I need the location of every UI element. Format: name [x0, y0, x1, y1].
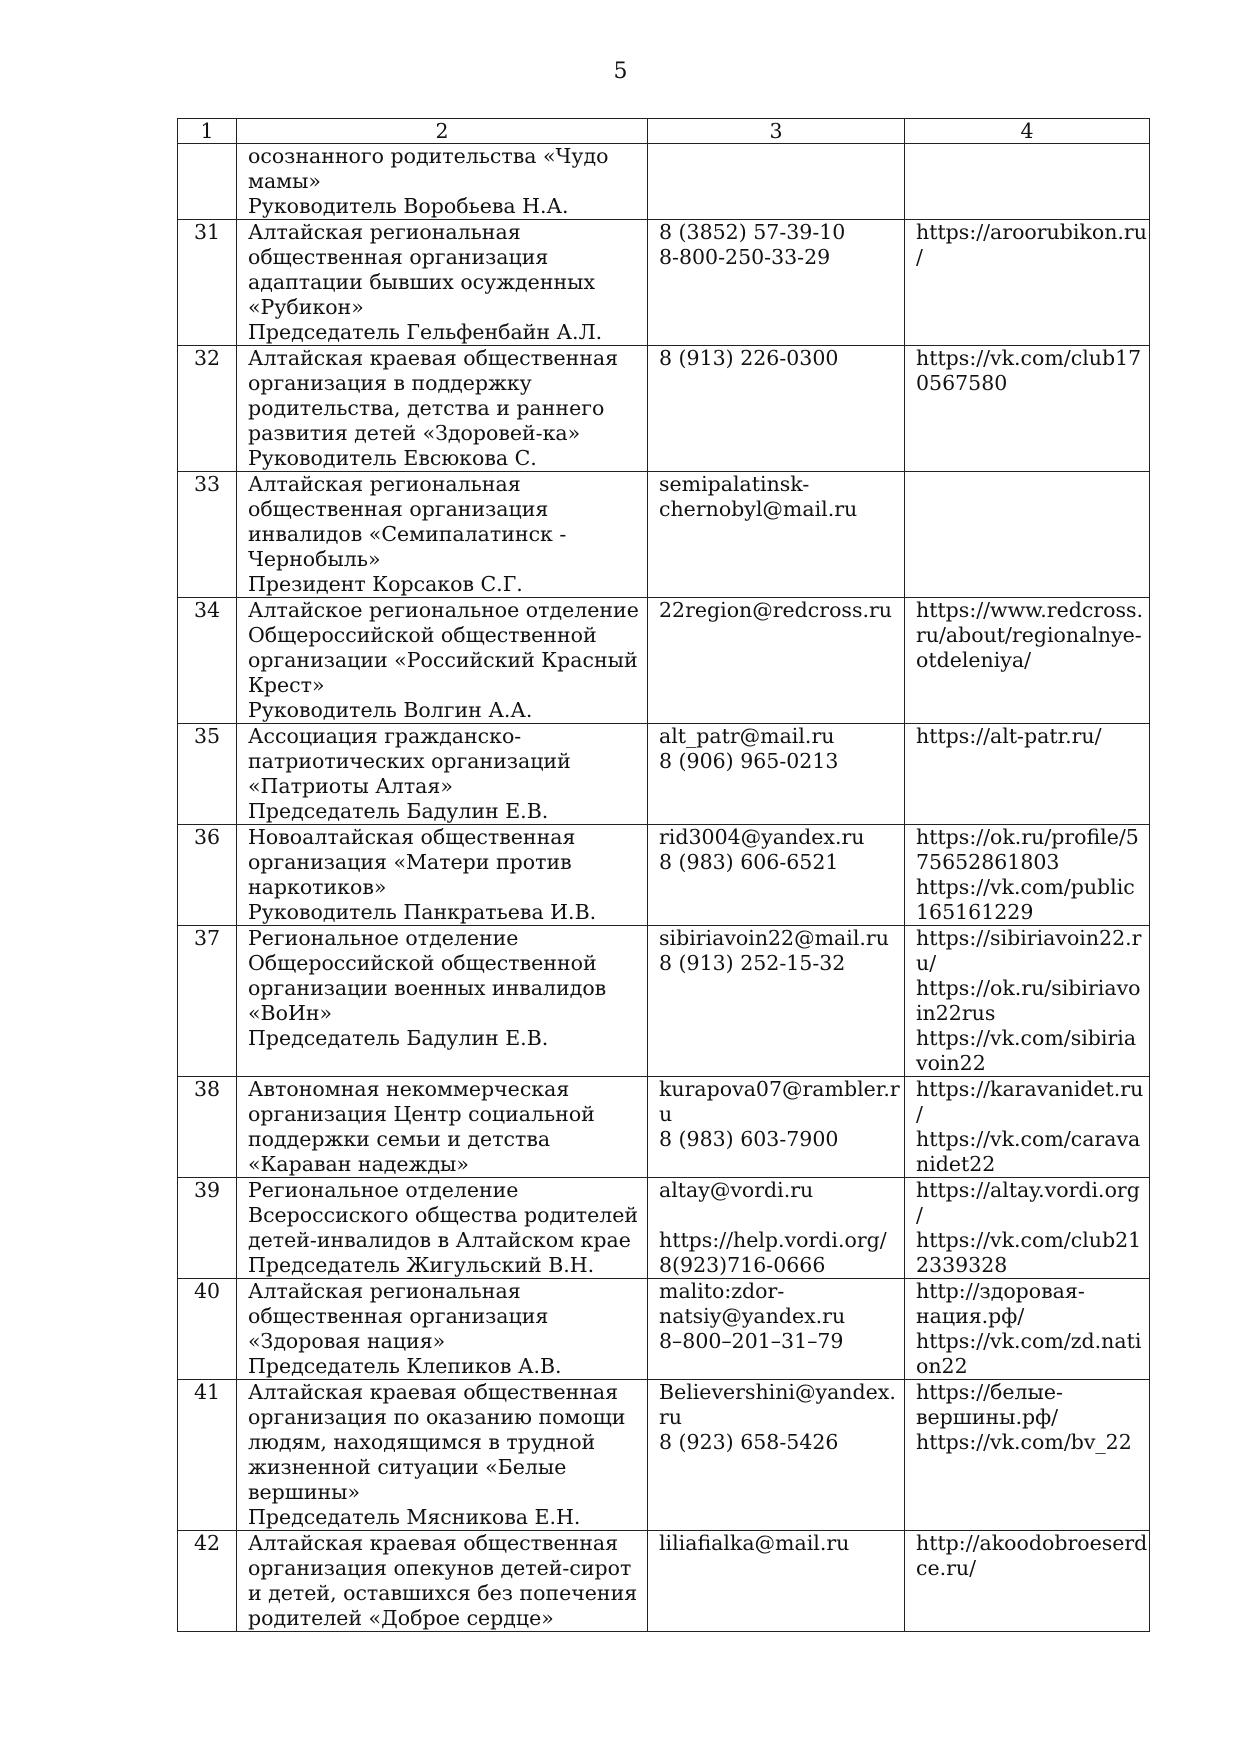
website-cell: https://karavanidet.ru/ https://vk.com/carava nidet22: [905, 1077, 1150, 1178]
table-row: [178, 144, 1150, 220]
row-number: 35: [178, 724, 237, 825]
row-number: 41: [178, 1380, 237, 1531]
table-header-row: [178, 119, 1150, 144]
row-number: 38: [178, 1077, 237, 1178]
header-col-1: 1: [178, 119, 237, 144]
contacts-cell: kurapova07@rambler.r u 8 (983) 603-7900: [648, 1077, 905, 1178]
table-row: [178, 1380, 1150, 1531]
organization-cell: осознанного родительства «Чудо мамы» Руководитель Воробьева Н.А.: [237, 144, 648, 220]
organization-cell: Региональное отделение Всероссиского общества родителей детей-инвалидов в Алтайском крае Председатель Жигульский В.Н.: [237, 1178, 648, 1279]
organization-cell: Алтайская краевая общественная организация опекунов детей-сирот и детей, оставшихся без попечения родителей «Доброе сердце»: [237, 1531, 648, 1632]
header-col-3: 3: [648, 119, 905, 144]
contacts-cell: [648, 144, 905, 220]
table-row: [178, 724, 1150, 825]
website-cell: http://здоровая- нация.рф/ https://vk.com/zd.nati on22: [905, 1279, 1150, 1380]
row-number: 36: [178, 825, 237, 926]
table-row: [178, 472, 1150, 598]
organization-cell: Алтайская региональная общественная организация инвалидов «Семипалатинск - Чернобыль» Президент Корсаков С.Г.: [237, 472, 648, 598]
page-number: 5: [613, 59, 628, 84]
row-number: 31: [178, 220, 237, 346]
row-number: 40: [178, 1279, 237, 1380]
organization-cell: Автономная некоммерческая организация Центр социальной поддержки семьи и детства «Караван надежды»: [237, 1077, 648, 1178]
organization-cell: Алтайская региональная общественная организация «Здоровая нация» Председатель Клепиков А.В.: [237, 1279, 648, 1380]
organization-cell: Региональное отделение Общероссийской общественной организации военных инвалидов «ВоИн» Председатель Бадулин Е.В.: [237, 926, 648, 1077]
table-row: [178, 220, 1150, 346]
website-cell: http://akoodobroeserd ce.ru/: [905, 1531, 1150, 1632]
contacts-cell: alt_patr@mail.ru 8 (906) 965-0213: [648, 724, 905, 825]
website-cell: https://altay.vordi.org / https://vk.com/club21 2339328: [905, 1178, 1150, 1279]
contacts-cell: 22region@redcross.ru: [648, 598, 905, 724]
contacts-cell: Believershini@yandex. ru 8 (923) 658-5426: [648, 1380, 905, 1531]
organization-cell: Алтайская региональная общественная организация адаптации бывших осужденных «Рубикон» Председатель Гельфенбайн А.Л.: [237, 220, 648, 346]
table-row: [178, 926, 1150, 1077]
header-col-4: 4: [905, 119, 1150, 144]
contacts-cell: malito:zdor- natsiy@yandex.ru 8–800–201–31–79: [648, 1279, 905, 1380]
website-cell: https://www.redcross. ru/about/regionalnye- otdeleniya/: [905, 598, 1150, 724]
header-col-2: 2: [237, 119, 648, 144]
contacts-cell: 8 (3852) 57-39-10 8-800-250-33-29: [648, 220, 905, 346]
website-cell: https://sibiriavoin22.r u/ https://ok.ru/sibiriavo in22rus https://vk.com/sibiria voin22: [905, 926, 1150, 1077]
table-row: [178, 598, 1150, 724]
table-row: [178, 346, 1150, 472]
organization-cell: Алтайское региональное отделение Общероссийской общественной организации «Российский Красный Крест» Руководитель Волгин А.А.: [237, 598, 648, 724]
row-number: 32: [178, 346, 237, 472]
website-cell: [905, 144, 1150, 220]
organization-cell: Ассоциация гражданско- патриотических организаций «Патриоты Алтая» Председатель Бадулин Е.В.: [237, 724, 648, 825]
row-number: 42: [178, 1531, 237, 1632]
website-cell: https://белые- вершины.рф/ https://vk.com/bv_22: [905, 1380, 1150, 1531]
row-number: 39: [178, 1178, 237, 1279]
row-number: [178, 144, 237, 220]
organization-cell: Алтайская краевая общественная организация по оказанию помощи людям, находящимся в трудной жизненной ситуации «Белые вершины» Председатель Мясникова Е.Н.: [237, 1380, 648, 1531]
organization-cell: Алтайская краевая общественная организация в поддержку родительства, детства и раннего развития детей «Здоровей-ка» Руководитель Евсюкова С.: [237, 346, 648, 472]
website-cell: https://alt-patr.ru/: [905, 724, 1150, 825]
contacts-cell: 8 (913) 226-0300: [648, 346, 905, 472]
organizations-table: [177, 118, 1150, 1632]
table-row: [178, 1178, 1150, 1279]
website-cell: https://vk.com/club17 0567580: [905, 346, 1150, 472]
contacts-cell: altay@vordi.ru https://help.vordi.org/ 8(923)716-0666: [648, 1178, 905, 1279]
table-row: [178, 825, 1150, 926]
table-row: [178, 1279, 1150, 1380]
contacts-cell: sibiriavoin22@mail.ru 8 (913) 252-15-32: [648, 926, 905, 1077]
website-cell: https://ok.ru/profile/5 75652861803 https://vk.com/public 165161229: [905, 825, 1150, 926]
organization-cell: Новоалтайская общественная организация «Матери против наркотиков» Руководитель Панкратьева И.В.: [237, 825, 648, 926]
table-row: [178, 1531, 1150, 1632]
row-number: 34: [178, 598, 237, 724]
contacts-cell: liliafialka@mail.ru: [648, 1531, 905, 1632]
table-row: [178, 1077, 1150, 1178]
contacts-cell: semipalatinsk- chernobyl@mail.ru: [648, 472, 905, 598]
contacts-cell: rid3004@yandex.ru 8 (983) 606-6521: [648, 825, 905, 926]
website-cell: https://aroorubikon.ru /: [905, 220, 1150, 346]
row-number: 33: [178, 472, 237, 598]
website-cell: [905, 472, 1150, 598]
row-number: 37: [178, 926, 237, 1077]
